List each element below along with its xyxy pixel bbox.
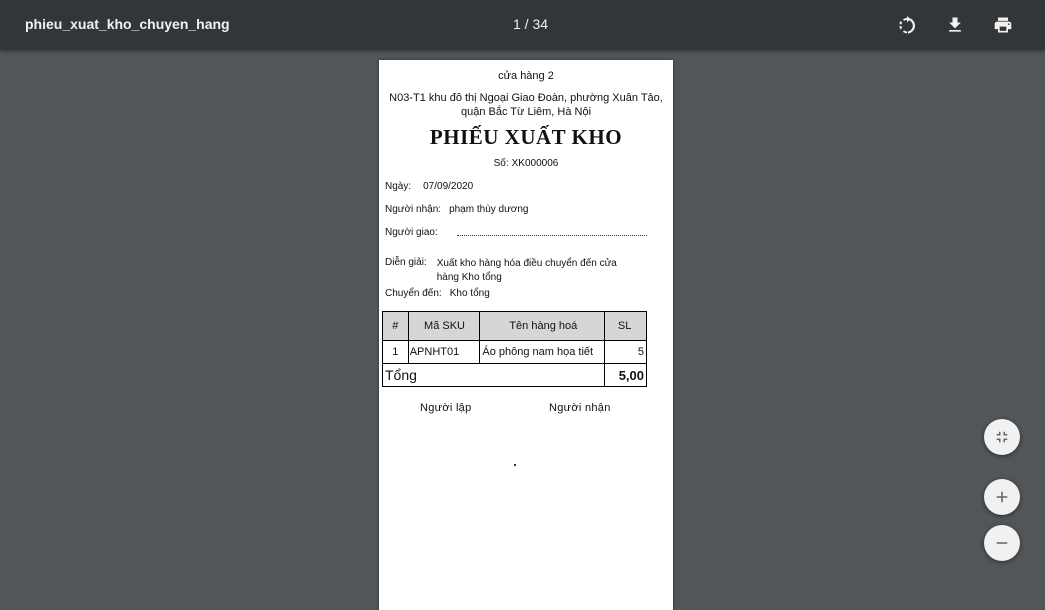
- stray-dot: [514, 464, 516, 466]
- total-value: 5,00: [605, 364, 647, 387]
- table-header-row: [383, 312, 647, 341]
- doc-no-label: Số:: [493, 158, 509, 169]
- store-name: cửa hàng 2: [498, 70, 554, 82]
- receiver-row: [385, 204, 528, 215]
- receiver-label: Người nhận:: [385, 204, 442, 215]
- rotate-icon: [897, 15, 917, 35]
- header-sku: Mã SKU: [408, 312, 480, 341]
- pdf-viewer-area[interactable]: [0, 50, 1045, 610]
- print-button[interactable]: [990, 12, 1016, 38]
- document-title: phieu_xuat_kho_chuyen_hang: [25, 16, 230, 32]
- date-value: 07/09/2020: [423, 181, 474, 192]
- total-label: Tổng: [383, 364, 605, 387]
- transfer-value: Kho tổng: [449, 288, 490, 299]
- pdf-toolbar: [0, 0, 1045, 50]
- items-table: [382, 311, 647, 387]
- page-counter: 1 / 34: [513, 16, 549, 32]
- header-quantity: SL: [605, 312, 647, 341]
- date-label: Ngày:: [385, 181, 412, 192]
- row-sku: APNHT01: [408, 341, 480, 364]
- zoom-out-icon: [993, 534, 1011, 552]
- fit-page-button[interactable]: [984, 419, 1020, 455]
- document-heading: PHIẾU XUẤT KHO: [429, 125, 623, 149]
- download-icon: [945, 15, 965, 35]
- transfer-label: Chuyển đến:: [385, 288, 442, 299]
- rotate-button[interactable]: [894, 12, 920, 38]
- print-icon: [993, 15, 1013, 35]
- store-address: N03-T1 khu đô thị Ngoại Giao Đoàn, phường Xuân Tảo, quận Bắc Từ Liêm, Hà Nội: [389, 92, 663, 118]
- document-number: [379, 158, 673, 169]
- transfer-row: [385, 288, 490, 299]
- row-index: 1: [383, 341, 409, 364]
- description-value: Xuất kho hàng hóa điều chuyển đến cửa hàng Kho tổng: [436, 258, 617, 283]
- date-row: [385, 181, 473, 192]
- doc-no-value: XK000006: [511, 158, 559, 169]
- row-quantity: 5: [605, 341, 647, 364]
- deliverer-row: [385, 227, 438, 238]
- total-row: [383, 364, 647, 387]
- table-row: [383, 341, 647, 364]
- download-button[interactable]: [942, 12, 968, 38]
- pdf-page: [379, 60, 673, 610]
- zoom-in-button[interactable]: [984, 479, 1020, 515]
- row-product-name: Áo phông nam họa tiết: [480, 341, 605, 364]
- deliverer-blank-line: [457, 235, 647, 236]
- fit-page-icon: [993, 428, 1011, 446]
- header-product-name: Tên hàng hoá: [480, 312, 605, 341]
- signature-creator: Người lập: [420, 402, 472, 414]
- zoom-in-icon: [993, 488, 1011, 506]
- receiver-value: phạm thùy dương: [449, 204, 529, 215]
- signature-receiver: Người nhận: [549, 402, 611, 414]
- zoom-out-button[interactable]: [984, 525, 1020, 561]
- description-row: [385, 257, 635, 285]
- deliverer-label: Người giao:: [385, 227, 438, 238]
- header-index: #: [383, 312, 409, 341]
- description-label: Diễn giải:: [385, 257, 427, 268]
